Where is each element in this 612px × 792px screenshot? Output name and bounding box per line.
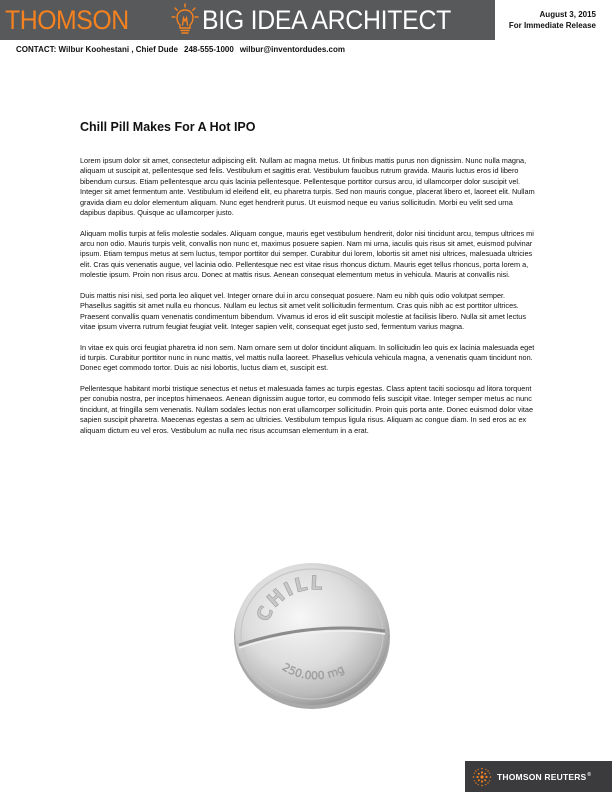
pill-imprint-top: CHILL bbox=[252, 572, 325, 625]
release-date: August 3, 2015 bbox=[539, 10, 596, 19]
paragraph: In vitae ex quis orci feugiat pharetra id non sem. Nam ornare sem ut dolor tincidunt aliquam. In sollicitudin leo quis ex lacinia malesuada eget id turpis. Curabitur porttitor nunc in nunc mattis, vel mattis nulla laoreet. Phasellus vehicula vehicula magna, a venenatis quam tincidunt non. Donec eget commodo tortor. Duis ac nisi lobortis, luctus diam et, suscipit est. bbox=[80, 342, 535, 373]
release-type: For Immediate Release bbox=[508, 21, 596, 30]
chill-pill-image bbox=[231, 555, 393, 713]
paragraph: Duis mattis nisi nisi, sed porta leo aliquet vel. Integer ornare dui in arcu consequat posuere. Nam eu nibh quis odio volutpat semper. Phasellus sagittis sit amet nulla eu rhoncus. Nullam eu lectus sit amet velit sollicitudin fermentum. Cras quis nibh ac est porttitor ultrices. Praesent convallis quam venenatis condimentum bibendum. Vivamus id eros id elit suscipit molestie at facilisis libero. Nulla sit amet lectus vitae ipsum viverra rutrum feugiat feugiat velit. Integer sapien velit, consequat eget justo sed, fermentum varius magna. bbox=[80, 290, 526, 332]
article-body bbox=[80, 156, 538, 446]
brand-bar bbox=[0, 0, 495, 40]
contact-label: CONTACT: Wilbur Koohestani , Chief Dude bbox=[16, 45, 178, 54]
footer-trademark: ® bbox=[587, 772, 592, 778]
press-release-header bbox=[0, 0, 612, 41]
contact-email: wilbur@inventordudes.com bbox=[239, 45, 345, 54]
contact-line bbox=[16, 45, 351, 54]
brand-secondary: BIG IDEA ARCHITECT bbox=[202, 5, 452, 35]
pill-imprint-bottom: 250.000 mg bbox=[279, 660, 347, 683]
contact-phone: 248-555-1000 bbox=[184, 45, 234, 54]
thomson-reuters-logo-icon bbox=[472, 767, 492, 787]
pill-illustration bbox=[231, 555, 393, 713]
lightbulb-icon bbox=[171, 3, 199, 37]
paragraph: Aliquam mollis turpis at felis molestie sodales. Aliquam congue, mauris eget vestibulum hendrerit, dolor nisi tincidunt arcu, tempus ultrices mi arcu non odio. Mauris turpis velit, convallis non nunc et, maximus posuere sapien. Nam mi urna, iaculis quis risus sit amet, euismod pulvinar ipsum. Etiam tempus metus at sem luctus, tempor porttitor dui semper. Curabitur dui lorem, lobortis sit amet nisi ultrices, malesuada ultricies elit. Cras quis venenatis augue, vel lacinia odio. Pellentesque nec est vitae risus rhoncus dictum. Mauris eget tellus rhoncus, porta lorem a, molestie ipsum. Proin non risus arcu. Donec at mattis risus. Aenean consequat elementum metus in vehicula. Mauris at convallis nisi. bbox=[80, 228, 534, 280]
release-info bbox=[509, 9, 596, 31]
paragraph: Pellentesque habitant morbi tristique senectus et netus et malesuada fames ac turpis egestas. Class aptent taciti sociosqu ad litora torquent per conubia nostra, per inceptos himenaeos. Aenean dignissim augue tortor, eu commodo felis suscipit vitae. Integer semper metus ac nunc tincidunt, at fringilla sem venenatis. Nullam sodales lectus non erat ullamcorper sollicitudin. Proin quis porta ante. Donec euismod dolor vitae sapien suscipit pharetra. Maecenas egestas a sem ac ultricies. Vestibulum tempus ligula risus. Aliquam ac congue diam. In sed eros ac ex aliquam dictum eu vel eros. Vestibulum ac nulla nec risus accumsan elementum in a erat. bbox=[80, 384, 534, 435]
brand-primary: THOMSON bbox=[5, 5, 129, 35]
article-title: Chill Pill Makes For A Hot IPO bbox=[80, 120, 256, 134]
footer-company-name: THOMSON REUTERS bbox=[497, 772, 587, 782]
paragraph: Lorem ipsum dolor sit amet, consectetur adipiscing elit. Nullam ac magna metus. Ut finibus mattis purus non dignissim. Nunc nulla magna, aliquam ut suscipit at, pellentesque sed felis. Vestibulum et sagittis erat. Vestibulum faucibus rutrum gravida. Mauris luctus eros id libero bibendum cursus. Etiam pellentesque arcu quis lacinia pellentesque. Pellentesque porttitor cursus arcu, id ullamcorper dolor suscipit vel. Integer sit amet fermentum ante. Vestibulum id eleifend elit, eu pharetra turpis. Sed non mauris congue, placerat libero et, laoreet elit. Nullam gravida diam eu dolor elementum aliquam. Nunc eget hendrerit purus. Ut euismod neque eu varius sollicitudin. Morbi eu velit sed urna dapibus dapibus. Quisque ac ullamcorper justo. bbox=[80, 156, 535, 218]
footer-company bbox=[497, 772, 591, 782]
footer-blank-area bbox=[0, 761, 465, 792]
